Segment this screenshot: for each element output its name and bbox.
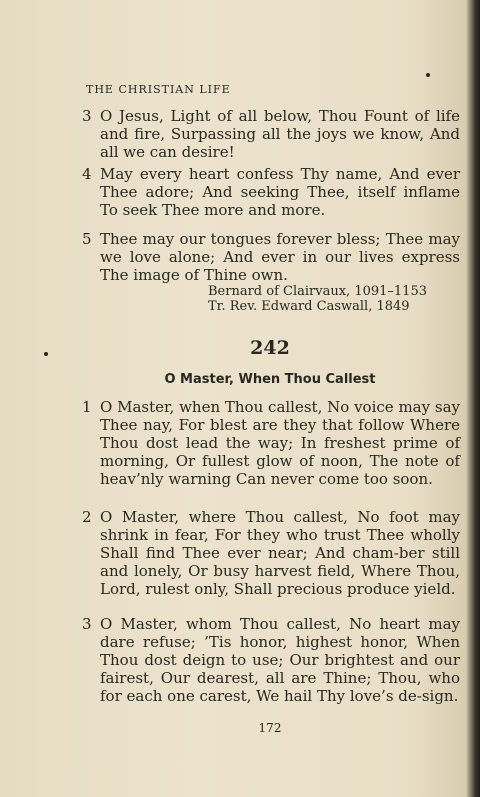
stanza-text: O Jesus, Light of all below, Thou Fount of life and fire, Surpassing all the joys we know, And all we can desire! <box>100 107 460 161</box>
stanza-number: 5 <box>82 230 92 248</box>
stanza-number: 4 <box>82 165 92 183</box>
stanza-number: 3 <box>82 107 92 125</box>
stanza-text: O Master, when Thou callest, No voice may say Thee nay, For blest are they that follow Where Thou dost lead the way; In freshest prime of morning, Or fullest glow of noon, The note of heav’nly warning Can never come too soon. <box>100 398 460 488</box>
hymn-title: O Master, When Thou Callest <box>164 372 376 387</box>
attribution-translator: Tr. Rev. Edward Caswall, 1849 <box>208 299 410 314</box>
stanza-number: 1 <box>82 398 92 416</box>
prev-hymn-stanza-4 <box>82 165 460 219</box>
ink-speck <box>426 73 430 77</box>
stanza-text: May every heart confess Thy name, And ever Thee adore; And seeking Thee, itself inflame To seek Thee more and more. <box>100 165 460 219</box>
prev-hymn-stanza-3 <box>82 107 460 161</box>
stanza-text: O Master, whom Thou callest, No heart may dare refuse; ’Tis honor, highest honor, When Thou dost deign to use; Our brightest and our fairest, Our dearest, all are Thine; Thou, who for each one carest, We hail Thy love’s de-sign. <box>100 615 460 705</box>
stanza-text: Thee may our tongues forever bless; Thee may we love alone; And ever in our lives express The image of Thine own. <box>100 230 460 284</box>
stanza-number: 2 <box>82 508 92 526</box>
hymn-stanza-2 <box>82 508 460 598</box>
attribution-author: Bernard of Clairvaux, 1091–1153 <box>208 284 427 299</box>
stanza-text: O Master, where Thou callest, No foot may shrink in fear, For they who trust Thee wholly Shall find Thee ever near; And cham-ber still and lonely, Or busy harvest field, Where Thou, Lord, rulest only, Shall precious produce yield. <box>100 508 460 598</box>
stanza-number: 3 <box>82 615 92 633</box>
hymn-stanza-3 <box>82 615 460 705</box>
hymn-number: 242 <box>250 337 290 359</box>
running-head: THE CHRISTIAN LIFE <box>86 83 231 96</box>
hymn-stanza-1 <box>82 398 460 488</box>
page-number: 172 <box>258 721 282 735</box>
prev-hymn-stanza-5 <box>82 230 460 284</box>
